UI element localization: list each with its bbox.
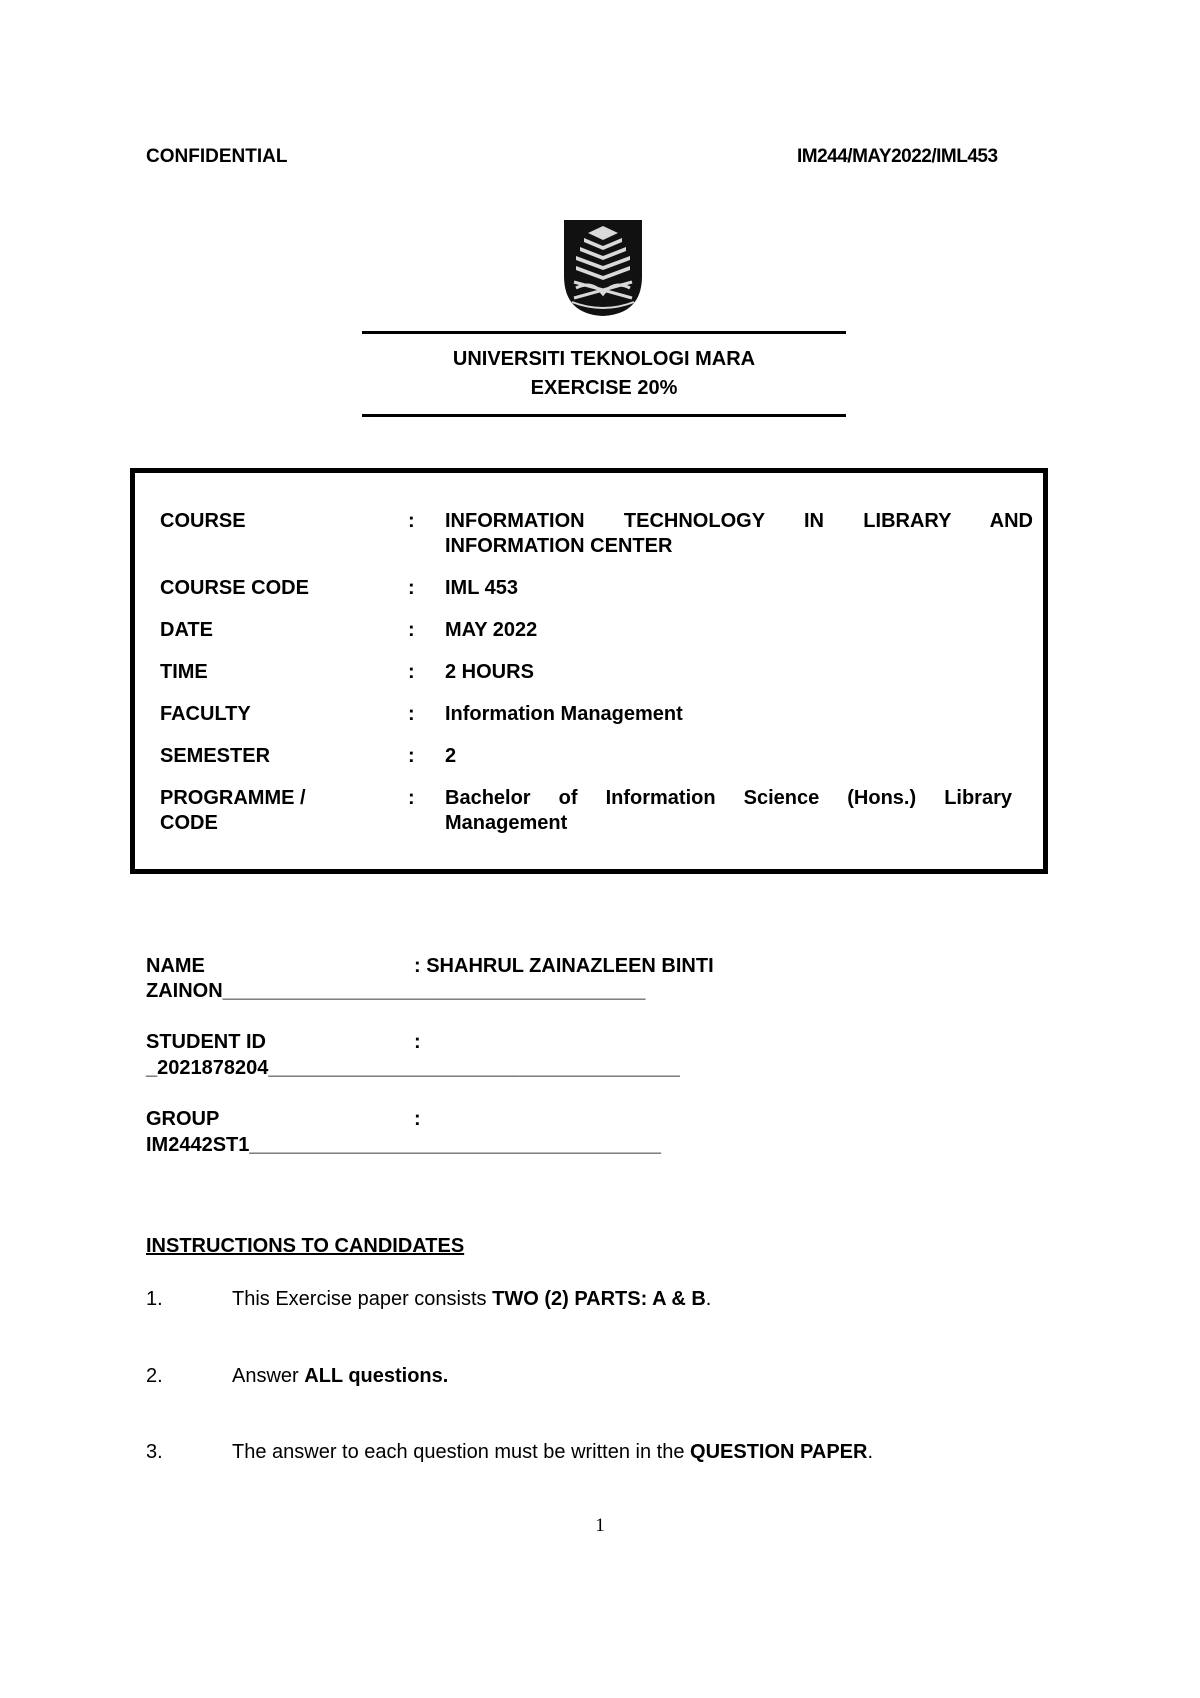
title-top-rule: [362, 331, 846, 334]
group-label: GROUP: [146, 1108, 220, 1130]
date-label: DATE: [160, 619, 213, 641]
group-value: IM2442ST1_____________________________________: [146, 1134, 661, 1156]
time-label: TIME: [160, 661, 208, 683]
faculty-value: Information Management: [445, 703, 683, 725]
student-id-separator: :: [414, 1031, 421, 1053]
instruction-item: [232, 1441, 873, 1464]
course-label: COURSE: [160, 510, 246, 532]
instruction-emphasis: TWO (2) PARTS: A & B: [492, 1288, 706, 1310]
paper-reference: IM244/MAY2022/IML453: [797, 146, 998, 167]
course-code-label: COURSE CODE: [160, 577, 309, 599]
instruction-emphasis: QUESTION PAPER: [690, 1441, 868, 1463]
time-separator: :: [408, 661, 415, 683]
date-value: MAY 2022: [445, 619, 538, 641]
university-crest-logo: [562, 218, 644, 318]
course-value-line2: INFORMATION CENTER: [445, 535, 673, 557]
time-value: 2 HOURS: [445, 661, 534, 683]
programme-label-line1: PROGRAMME /: [160, 787, 306, 809]
instruction-number: 1.: [146, 1288, 163, 1310]
instruction-number: 3.: [146, 1441, 163, 1463]
faculty-separator: :: [408, 703, 415, 725]
programme-value-line2: Management: [445, 812, 568, 834]
instruction-number: 2.: [146, 1365, 163, 1387]
exercise-title: EXERCISE 20%: [530, 377, 678, 399]
university-name: UNIVERSITI TEKNOLOGI MARA: [452, 348, 756, 370]
course-code-value: IML 453: [445, 577, 518, 599]
faculty-label: FACULTY: [160, 703, 251, 725]
instruction-text-end: .: [867, 1441, 874, 1463]
semester-label: SEMESTER: [160, 745, 271, 767]
title-bottom-rule: [362, 414, 846, 417]
name-value-line1: : SHAHRUL ZAINAZLEEN BINTI: [414, 955, 714, 977]
programme-separator: :: [408, 787, 415, 809]
date-separator: :: [408, 619, 415, 641]
semester-separator: :: [408, 745, 415, 767]
name-value-line2: ZAINON______________________________________: [146, 980, 646, 1002]
name-label: NAME: [146, 955, 205, 977]
course-value-line1: INFORMATION TECHNOLOGY IN LIBRARY AND: [445, 510, 1033, 532]
course-separator: :: [408, 510, 415, 532]
instruction-text: The answer to each question must be written in the: [232, 1441, 691, 1463]
instruction-item: [232, 1365, 448, 1388]
instruction-emphasis: ALL questions.: [304, 1365, 449, 1387]
confidential-label: CONFIDENTIAL: [146, 146, 288, 167]
course-code-separator: :: [408, 577, 415, 599]
instruction-text: Answer: [232, 1365, 305, 1387]
student-id-value: _2021878204_____________________________________: [146, 1057, 680, 1079]
instruction-item: [232, 1288, 711, 1311]
instructions-heading: INSTRUCTIONS TO CANDIDATES: [146, 1235, 465, 1257]
programme-label-line2: CODE: [160, 812, 218, 834]
instruction-text: This Exercise paper consists: [232, 1288, 493, 1310]
instruction-text-end: .: [705, 1288, 712, 1310]
semester-value: 2: [445, 745, 457, 767]
group-separator: :: [414, 1108, 421, 1130]
student-id-label: STUDENT ID: [146, 1031, 266, 1053]
programme-value-line1: Bachelor of Information Science (Hons.) Library: [445, 787, 1012, 809]
page-number: 1: [595, 1515, 605, 1536]
